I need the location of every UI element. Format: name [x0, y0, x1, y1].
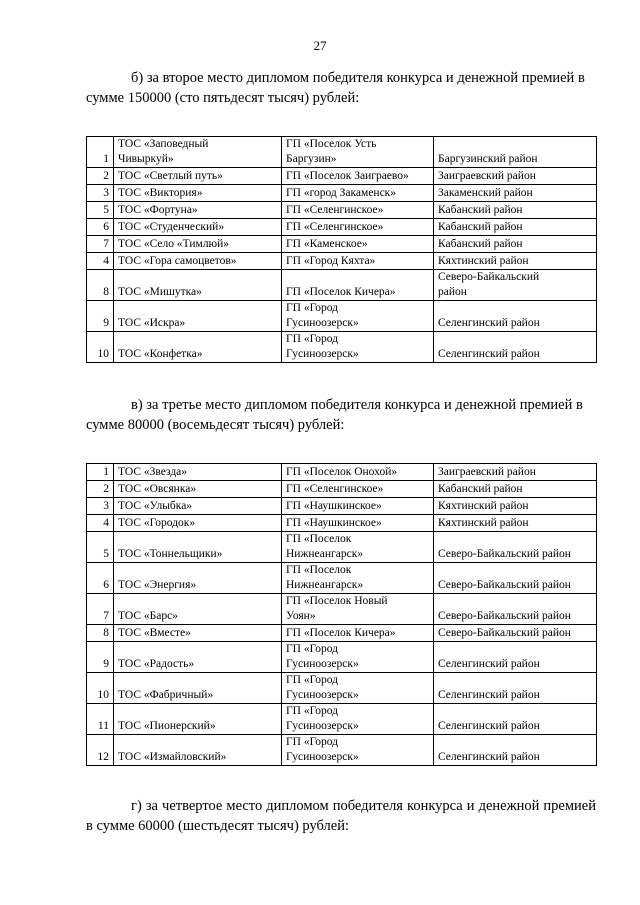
- settlement-cell: ГП «Поселок Заиграево»: [282, 168, 434, 185]
- table-row: [87, 202, 597, 219]
- district-cell: Кабанский район: [434, 202, 597, 219]
- district-cell: Кабанский район: [434, 219, 597, 236]
- table-row: [87, 563, 597, 594]
- section-b-text: б) за второе место дипломом победителя конкурса и денежной премией в сумме 150000 (сто пятьдесят тысяч) рублей:: [86, 70, 585, 106]
- table-row: [87, 464, 597, 481]
- tos-name-cell: ТОС «Барс»: [114, 594, 282, 625]
- district-cell: Кяхтинский район: [434, 253, 597, 270]
- table-row: [87, 515, 597, 532]
- tos-name-cell: ТОС «Гора самоцветов»: [114, 253, 282, 270]
- row-number-cell: 5: [87, 532, 114, 563]
- district-cell: Селенгинский район: [434, 642, 597, 673]
- district-cell: Заиграевский район: [434, 464, 597, 481]
- district-cell: Северо-Байкальский район: [434, 594, 597, 625]
- district-cell: Кабанский район: [434, 481, 597, 498]
- row-number-cell: 6: [87, 563, 114, 594]
- tos-name-cell: ТОС «Виктория»: [114, 185, 282, 202]
- award-table-third-place: [86, 463, 597, 766]
- settlement-cell: ГП «Поселок Нижнеангарск»: [282, 532, 434, 563]
- row-number-cell: 1: [87, 464, 114, 481]
- settlement-cell: ГП «Наушкинское»: [282, 515, 434, 532]
- settlement-cell: ГП «Поселок Нижнеангарск»: [282, 563, 434, 594]
- row-number-cell: 4: [87, 253, 114, 270]
- table-row: [87, 673, 597, 704]
- district-cell: Селенгинский район: [434, 704, 597, 735]
- row-number-cell: 5: [87, 202, 114, 219]
- tos-name-cell: ТОС «Радость»: [114, 642, 282, 673]
- table-row: [87, 704, 597, 735]
- settlement-cell: ГП «Город Гусиноозерск»: [282, 673, 434, 704]
- row-number-cell: 4: [87, 515, 114, 532]
- table-row: [87, 270, 597, 301]
- table-row: [87, 642, 597, 673]
- tos-name-cell: ТОС «Вместе»: [114, 625, 282, 642]
- row-number-cell: 7: [87, 594, 114, 625]
- tos-name-cell: ТОС «Искра»: [114, 301, 282, 332]
- settlement-cell: ГП «Селенгинское»: [282, 202, 434, 219]
- district-cell: Северо-Байкальский район: [434, 563, 597, 594]
- row-number-cell: 10: [87, 673, 114, 704]
- tos-name-cell: ТОС «Студенческий»: [114, 219, 282, 236]
- district-cell: Селенгинский район: [434, 301, 597, 332]
- tos-name-cell: ТОС «Улыбка»: [114, 498, 282, 515]
- tos-name-cell: ТОС «Энергия»: [114, 563, 282, 594]
- row-number-cell: 2: [87, 481, 114, 498]
- table-row: [87, 236, 597, 253]
- row-number-cell: 1: [87, 137, 114, 168]
- table-row: [87, 185, 597, 202]
- row-number-cell: 8: [87, 270, 114, 301]
- row-number-cell: 10: [87, 332, 114, 363]
- settlement-cell: ГП «город Закаменск»: [282, 185, 434, 202]
- row-number-cell: 6: [87, 219, 114, 236]
- row-number-cell: 3: [87, 185, 114, 202]
- settlement-cell: ГП «Наушкинское»: [282, 498, 434, 515]
- district-cell: Кяхтинский район: [434, 515, 597, 532]
- settlement-cell: ГП «Селенгинское»: [282, 481, 434, 498]
- district-cell: Селенгинский район: [434, 735, 597, 766]
- settlement-cell: ГП «Каменское»: [282, 236, 434, 253]
- tos-name-cell: ТОС «Фабричный»: [114, 673, 282, 704]
- tos-name-cell: ТОС «Светлый путь»: [114, 168, 282, 185]
- tos-name-cell: ТОС «Фортуна»: [114, 202, 282, 219]
- settlement-cell: ГП «Селенгинское»: [282, 219, 434, 236]
- row-number-cell: 3: [87, 498, 114, 515]
- tos-name-cell: ТОС «Мишутка»: [114, 270, 282, 301]
- row-number-cell: 11: [87, 704, 114, 735]
- tos-name-cell: ТОС «Конфетка»: [114, 332, 282, 363]
- settlement-cell: ГП «Город Гусиноозерск»: [282, 301, 434, 332]
- settlement-cell: ГП «Поселок Новый Уоян»: [282, 594, 434, 625]
- row-number-cell: 7: [87, 236, 114, 253]
- row-number-cell: 12: [87, 735, 114, 766]
- table-row: [87, 625, 597, 642]
- row-number-cell: 9: [87, 301, 114, 332]
- district-cell: Закаменский район: [434, 185, 597, 202]
- tos-name-cell: ТОС «Измайловский»: [114, 735, 282, 766]
- tos-name-cell: ТОС «Тоннельщики»: [114, 532, 282, 563]
- settlement-cell: ГП «Город Гусиноозерск»: [282, 704, 434, 735]
- table-row: [87, 594, 597, 625]
- settlement-cell: ГП «Город Кяхта»: [282, 253, 434, 270]
- district-cell: Северо-Байкальский район: [434, 270, 597, 301]
- settlement-cell: ГП «Город Гусиноозерск»: [282, 332, 434, 363]
- tos-name-cell: ТОС «Село «Тимлюй»: [114, 236, 282, 253]
- district-cell: Селенгинский район: [434, 673, 597, 704]
- table-row: [87, 332, 597, 363]
- table-row: [87, 253, 597, 270]
- district-cell: Заиграевский район: [434, 168, 597, 185]
- settlement-cell: ГП «Город Гусиноозерск»: [282, 642, 434, 673]
- table-row: [87, 168, 597, 185]
- settlement-cell: ГП «Поселок Кичера»: [282, 270, 434, 301]
- district-cell: Кяхтинский район: [434, 498, 597, 515]
- tos-name-cell: ТОС «Заповедный Чивыркуй»: [114, 137, 282, 168]
- tos-name-cell: ТОС «Пионерский»: [114, 704, 282, 735]
- table-row: [87, 301, 597, 332]
- tos-name-cell: ТОС «Звезда»: [114, 464, 282, 481]
- row-number-cell: 2: [87, 168, 114, 185]
- district-cell: Баргузинский район: [434, 137, 597, 168]
- table-row: [87, 735, 597, 766]
- district-cell: Северо-Байкальский район: [434, 532, 597, 563]
- district-cell: Селенгинский район: [434, 332, 597, 363]
- district-cell: Северо-Байкальский район: [434, 625, 597, 642]
- row-number-cell: 9: [87, 642, 114, 673]
- section-d-text: г) за четвертое место дипломом победителя конкурса и денежной премией в сумме 60000 (шестьдесят тысяч) рублей:: [86, 798, 596, 834]
- section-c-text: в) за третье место дипломом победителя конкурса и денежной премией в сумме 80000 (восемьдесят тысяч) рублей:: [86, 397, 583, 433]
- award-table-second-place: [86, 136, 597, 363]
- table-row: [87, 137, 597, 168]
- row-number-cell: 8: [87, 625, 114, 642]
- settlement-cell: ГП «Поселок Кичера»: [282, 625, 434, 642]
- table-row: [87, 481, 597, 498]
- table-row: [87, 219, 597, 236]
- settlement-cell: ГП «Город Гусиноозерск»: [282, 735, 434, 766]
- tos-name-cell: ТОС «Овсянка»: [114, 481, 282, 498]
- district-cell: Кабанский район: [434, 236, 597, 253]
- tos-name-cell: ТОС «Городок»: [114, 515, 282, 532]
- table-row: [87, 532, 597, 563]
- settlement-cell: ГП «Поселок Онохой»: [282, 464, 434, 481]
- table-row: [87, 498, 597, 515]
- page-number: 27: [313, 38, 327, 53]
- settlement-cell: ГП «Поселок Усть Баргузин»: [282, 137, 434, 168]
